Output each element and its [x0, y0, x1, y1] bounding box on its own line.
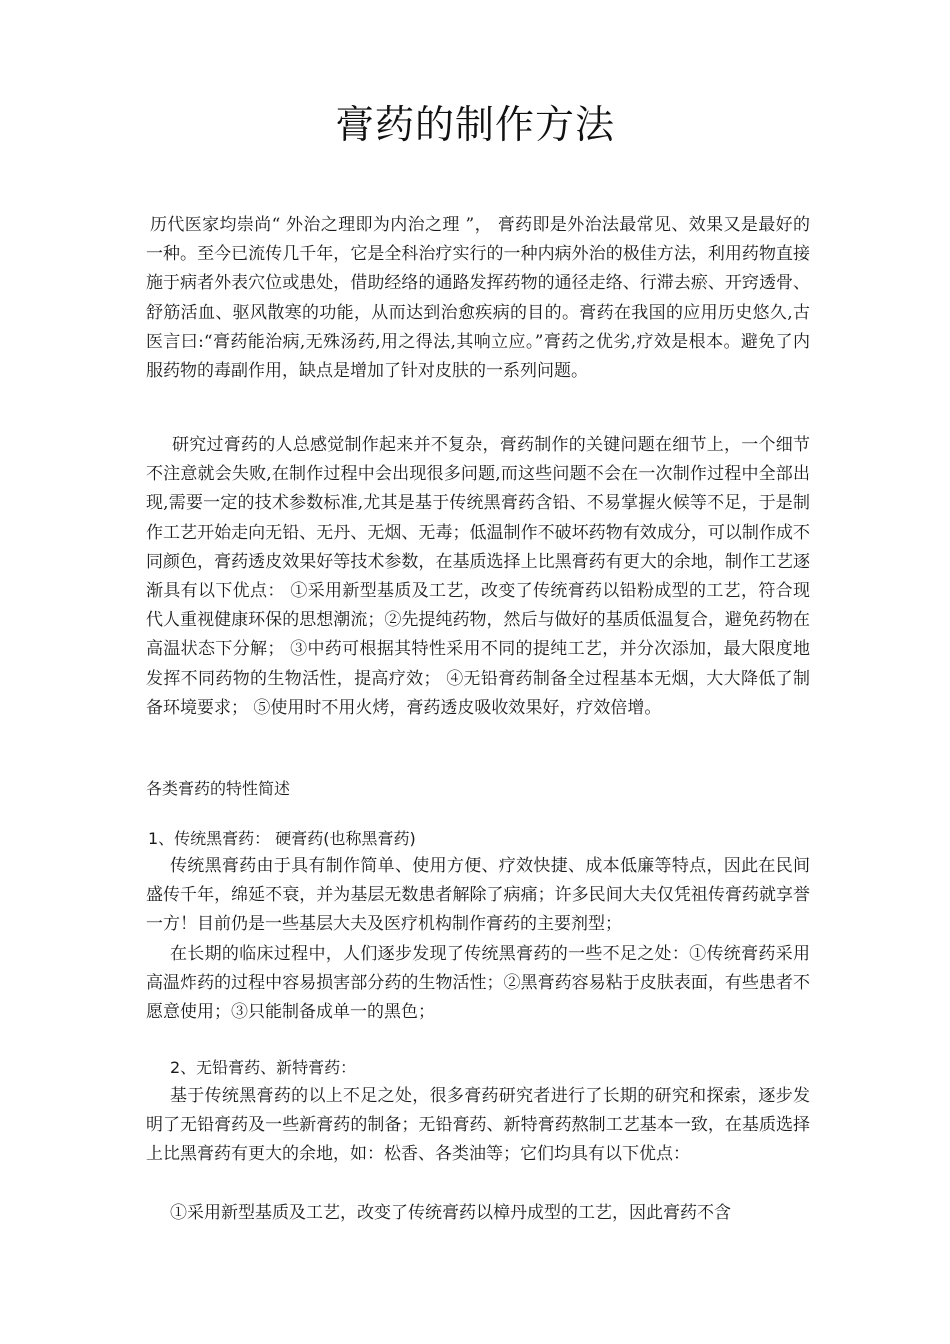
intro-paragraph: 历代医家均崇尚“ 外治之理即为内治之理 ”， 膏药即是外治法最常见、效果又是最好的一种。至今已流传几千年，它是全科治疗实行的一种内病外治的极佳方法，利用药物直接施于病者外表穴位或患处，借助经络的通路发挥药物的通径走络、行滞去瘀、开窍透骨、舒筋活血、驱风散寒的功能，从而达到治愈疾病的目的。膏药在我国的应用历史悠久,古医言曰:“膏药能治病,无殊汤药,用之得法,其响立应。”膏药之优劣,疗效是根本。避免了内服药物的毒副作用，缺点是增加了针对皮肤的一系列问题。: [146, 215, 810, 382]
item-2-heading: 2、无铅膏药、新特膏药：: [170, 1058, 357, 1077]
page-title: 膏药的制作方法: [334, 103, 615, 148]
section-heading: 各类膏药的特性简述: [146, 779, 291, 798]
item-1-drawbacks-paragraph: 在长期的临床过程中，人们逐步发现了传统黑膏药的一些不足之处：①传统膏药采用高温炸药的过程中容易损害部分药的生物活性；②黑膏药容易粘于皮肤表面，有些患者不愿意使用；③只能制备成单一的黑色；: [146, 944, 810, 1023]
item-2-advantages-paragraph: ①采用新型基质及工艺，改变了传统膏药以樟丹成型的工艺，因此膏药不含: [170, 1203, 731, 1223]
item-2-paragraph: 基于传统黑膏药的以上不足之处，很多膏药研究者进行了长期的研究和探索，逐步发明了无铅膏药及一些新膏药的制备；无铅膏药、新特膏药熬制工艺基本一致，在基质选择上比黑膏药有更大的余地，如：松香、各类油等；它们均具有以下优点：: [146, 1086, 810, 1165]
item-1-heading: 1、传统黑膏药： 硬膏药(也称黑膏药): [148, 829, 416, 848]
item-1-paragraph: 传统黑膏药由于具有制作简单、使用方便、疗效快捷、成本低廉等特点，因此在民间盛传千年，绵延不衰，并为基层无数患者解除了病痛；许多民间大夫仅凭祖传膏药就享誉一方！目前仍是一些基层大夫及医疗机构制作膏药的主要剂型；: [146, 856, 810, 935]
technique-paragraph: 研究过膏药的人总感觉制作起来并不复杂，膏药制作的关键问题在细节上，一个细节不注意就会失败,在制作过程中会出现很多问题,而这些问题不会在一次制作过程中全部出现,需要一定的技术参数标准,尤其是基于传统黑膏药含铅、不易掌握火候等不足，于是制作工艺开始走向无铅、无丹、无烟、无毒；低温制作不破坏药物有效成分，可以制作成不同颜色，膏药透皮效果好等技术参数，在基质选择上比黑膏药有更大的余地，制作工艺逐渐具有以下优点： ①采用新型基质及工艺，改变了传统膏药以铅粉成型的工艺，符合现代人重视健康环保的思想潮流；②先提纯药物，然后与做好的基质低温复合，避免药物在高温状态下分解； ③中药可根据其特性采用不同的提纯工艺，并分次添加，最大限度地发挥不同药物的生物活性，提高疗效； ④无铅膏药制备全过程基本无烟，大大降低了制备环境要求； ⑤使用时不用火烤，膏药透皮吸收效果好，疗效倍增。: [146, 435, 810, 718]
